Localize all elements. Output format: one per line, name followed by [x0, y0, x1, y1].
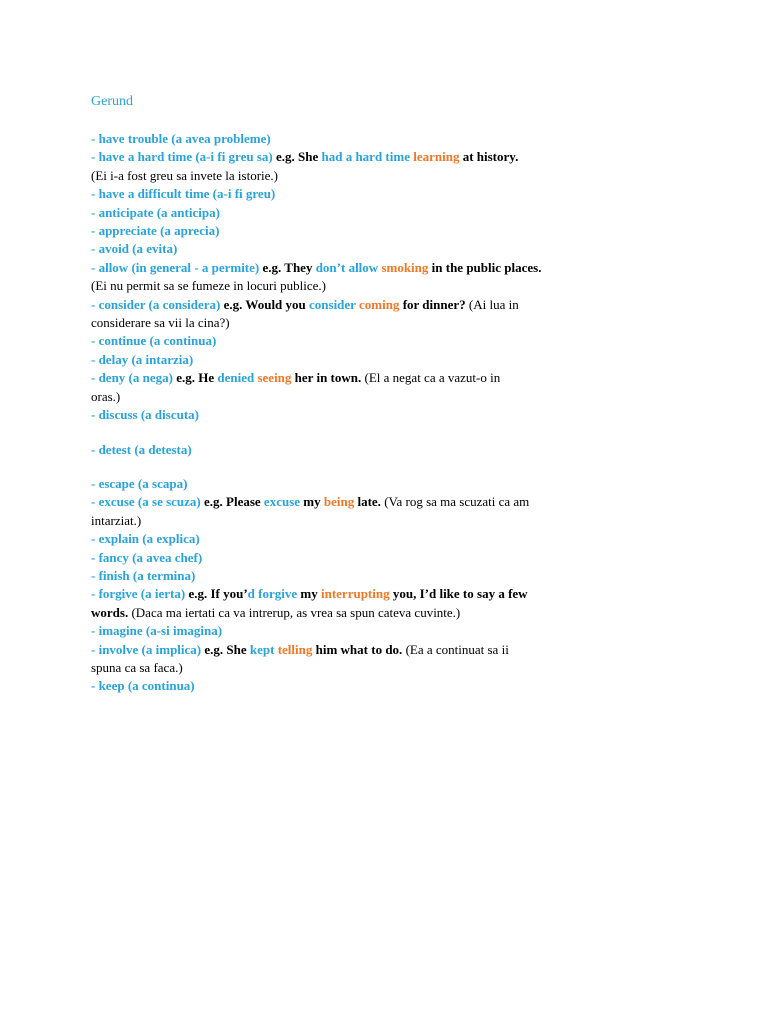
- verb-highlight: - consider (a considera): [91, 296, 221, 312]
- gerund-highlight: coming: [358, 296, 400, 312]
- verb-highlight: - discuss (a discuta): [91, 407, 199, 423]
- verb-highlight: - keep (a continua): [91, 678, 195, 694]
- verb-highlight: excuse: [263, 494, 301, 510]
- translation-text: intarziat.): [91, 512, 142, 528]
- example-text: him what to do.: [312, 641, 403, 657]
- text-line: [91, 641, 651, 659]
- text-line: [91, 167, 651, 185]
- translation-text: (Va rog sa ma scuzati ca am: [380, 494, 530, 510]
- verb-highlight: - have a hard time (a-i fi greu sa): [91, 149, 273, 165]
- example-text: words.: [91, 604, 129, 620]
- verb-highlight: had a hard time: [321, 149, 410, 165]
- gerund-highlight: seeing: [257, 370, 292, 386]
- verb-highlight: kept: [249, 641, 275, 657]
- example-text: e.g. Please: [200, 494, 264, 510]
- text-line: [91, 148, 651, 166]
- translation-text: oras.): [91, 388, 121, 404]
- verb-highlight: - excuse (a se scuza): [91, 494, 201, 510]
- text-line: [91, 530, 651, 548]
- verb-highlight: - imagine (a-si imagina): [91, 623, 223, 639]
- verb-highlight: - continue (a continua): [91, 333, 217, 349]
- paragraph-gap: [91, 459, 651, 475]
- translation-text: considerare sa vii la cina?): [91, 315, 230, 331]
- example-text: e.g. If you’: [185, 586, 248, 602]
- document-body: [91, 130, 651, 696]
- verb-highlight: - have a difficult time (a-i fi greu): [91, 186, 276, 202]
- text-line: [91, 332, 651, 350]
- text-line: [91, 493, 651, 511]
- text-line: [91, 351, 651, 369]
- example-text: for dinner?: [399, 296, 466, 312]
- text-line: [91, 475, 651, 493]
- document-title: Gerund: [91, 94, 133, 109]
- verb-highlight: - deny (a nega): [91, 370, 173, 386]
- translation-text: (Ei i-a fost greu sa invete la istorie.): [91, 167, 278, 183]
- verb-highlight: don’t allow: [315, 259, 379, 275]
- verb-highlight: - finish (a termina): [91, 567, 196, 583]
- verb-highlight: - avoid (a evita): [91, 241, 178, 257]
- text-line: [91, 204, 651, 222]
- example-text: in the public places.: [428, 259, 542, 275]
- text-line: [91, 296, 651, 314]
- example-text: her in town.: [291, 370, 362, 386]
- example-text: my: [297, 586, 321, 602]
- text-line: [91, 369, 651, 387]
- translation-text: (El a negat ca a vazut-o in: [361, 370, 501, 386]
- example-text: my: [300, 494, 324, 510]
- example-text: e.g. He: [172, 370, 218, 386]
- text-line: [91, 512, 651, 530]
- text-line: [91, 185, 651, 203]
- translation-text: (Ei nu permit sa se fumeze in locuri publice.): [91, 278, 327, 294]
- text-line: [91, 441, 651, 459]
- verb-highlight: - delay (a intarzia): [91, 351, 194, 367]
- text-line: [91, 567, 651, 585]
- verb-highlight: - detest (a detesta): [91, 441, 192, 457]
- text-line: [91, 585, 651, 603]
- text-line: [91, 277, 651, 295]
- text-line: [91, 659, 651, 677]
- text-line: [91, 259, 651, 277]
- example-text: late.: [354, 494, 381, 510]
- text-line: [91, 677, 651, 695]
- text-line: [91, 314, 651, 332]
- verb-highlight: - fancy (a avea chef): [91, 549, 203, 565]
- verb-highlight: - anticipate (a anticipa): [91, 204, 220, 220]
- translation-text: (Ai lua in: [465, 296, 519, 312]
- example-text: e.g. She: [272, 149, 322, 165]
- gerund-highlight: learning: [413, 149, 460, 165]
- translation-text: (Daca ma iertati ca va intrerup, as vrea sa spun cateva cuvinte.): [128, 604, 461, 620]
- verb-highlight: - escape (a scapa): [91, 475, 188, 491]
- text-line: [91, 388, 651, 406]
- verb-highlight: d forgive: [247, 586, 298, 602]
- verb-highlight: denied: [217, 370, 255, 386]
- verb-highlight: - allow (in general - a permite): [91, 259, 260, 275]
- example-text: at history.: [459, 149, 519, 165]
- gerund-highlight: telling: [277, 641, 313, 657]
- text-line: [91, 222, 651, 240]
- verb-highlight: consider: [309, 296, 356, 312]
- text-line: [91, 406, 651, 424]
- translation-text: (Ea a continuat sa ii: [402, 641, 509, 657]
- verb-highlight: - explain (a explica): [91, 531, 200, 547]
- example-text: e.g. Would you: [220, 296, 310, 312]
- text-line: [91, 549, 651, 567]
- example-text: e.g. She: [201, 641, 250, 657]
- text-line: [91, 130, 651, 148]
- text-line: [91, 240, 651, 258]
- verb-highlight: - involve (a implica): [91, 641, 202, 657]
- verb-highlight: - forgive (a ierta): [91, 586, 186, 602]
- paragraph-gap: [91, 425, 651, 441]
- verb-highlight: - appreciate (a aprecia): [91, 223, 220, 239]
- example-text: you, I’d like to say a few: [389, 586, 528, 602]
- gerund-highlight: interrupting: [320, 586, 390, 602]
- gerund-highlight: smoking: [381, 259, 429, 275]
- text-line: [91, 622, 651, 640]
- example-text: e.g. They: [259, 259, 316, 275]
- gerund-highlight: being: [323, 494, 355, 510]
- text-line: [91, 604, 651, 622]
- verb-highlight: - have trouble (a avea probleme): [91, 131, 271, 146]
- translation-text: spuna ca sa faca.): [91, 659, 183, 675]
